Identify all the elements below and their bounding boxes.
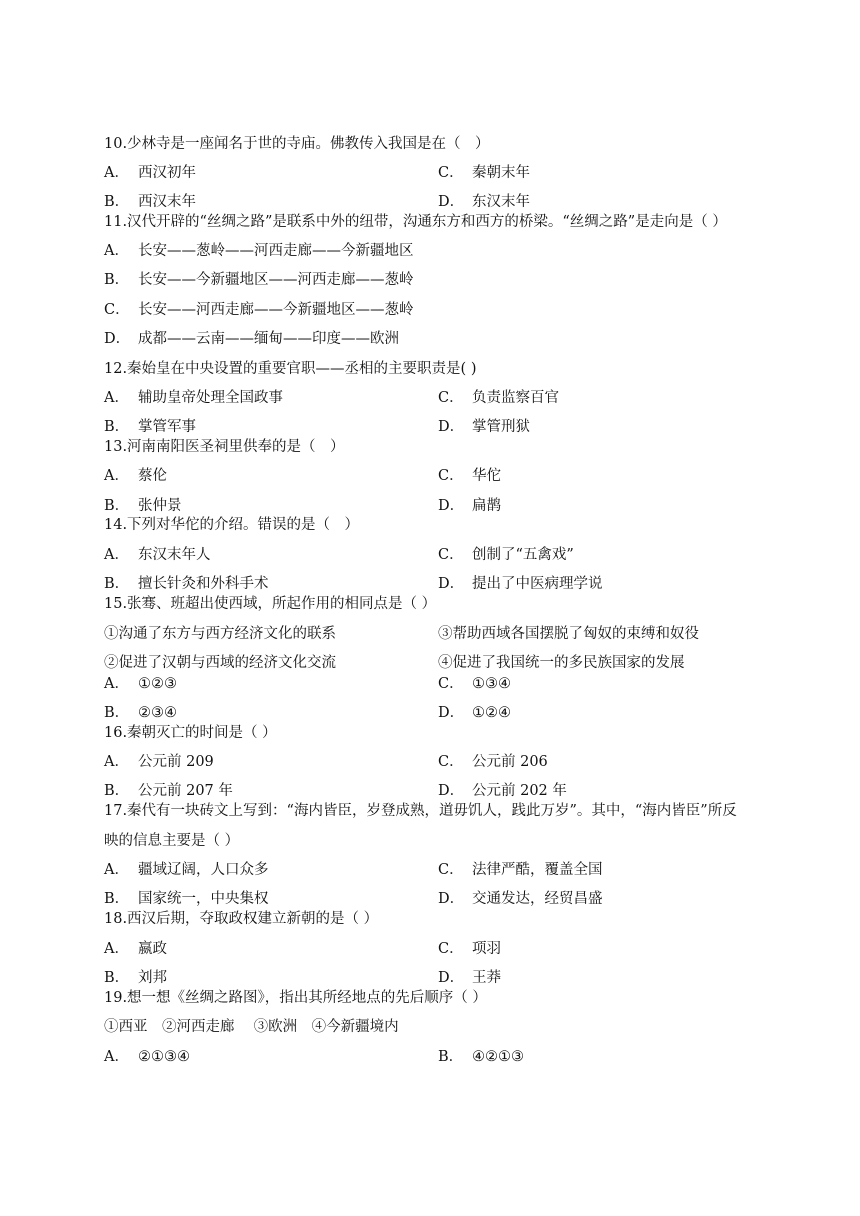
option-text: ④②①③ — [472, 1049, 524, 1065]
option-label: D． — [438, 705, 465, 721]
statement: ③帮助西域各国摆脱了匈奴的束缚和奴役 — [438, 626, 699, 642]
option-label: B． — [104, 783, 130, 799]
option — [438, 415, 530, 436]
option — [438, 572, 603, 593]
option-label: B． — [104, 970, 130, 986]
option — [438, 937, 501, 958]
option-label: D． — [438, 891, 465, 907]
option-text: 公元前 206 — [472, 754, 548, 770]
option-label: D． — [438, 970, 465, 986]
question-13-stem: 13.河南南阳医圣祠里供奉的是（ ） — [104, 439, 345, 455]
option — [104, 543, 211, 564]
option — [438, 543, 574, 564]
option — [438, 464, 501, 485]
option-label: C． — [438, 468, 464, 484]
option — [438, 386, 559, 407]
option-text: ①③④ — [472, 676, 511, 692]
question-16-stem: 16.秦朝灭亡的时间是（ ） — [104, 725, 277, 741]
option-text: 嬴政 — [138, 941, 167, 957]
option — [104, 672, 177, 693]
option-label: A． — [104, 165, 129, 181]
option-text: 交通发达，经贸昌盛 — [472, 891, 603, 907]
question-17-stem: 17.秦代有一块砖文上写到：“海内皆臣，岁登成熟，道毋饥人，践此万岁”。其中，“海内皆臣”所反 — [104, 803, 737, 819]
option-label: C． — [438, 547, 464, 563]
question-12-stem: 12.秦始皇在中央设置的重要官职——丞相的主要职责是( ) — [104, 361, 477, 377]
option-text: 疆域辽阔，人口众多 — [138, 862, 269, 878]
statement: ②促进了汉朝与西域的经济文化交流 — [104, 655, 336, 671]
option-text: 掌管军事 — [138, 419, 196, 435]
option — [104, 386, 283, 407]
option-label: A． — [104, 390, 129, 406]
option-text: 国家统一，中央集权 — [138, 891, 269, 907]
option-label: B． — [104, 194, 130, 210]
option — [104, 268, 414, 289]
option-text: 提出了中医病理学说 — [472, 576, 603, 592]
option-text: ①②③ — [138, 676, 177, 692]
option-text: 成都——云南——缅甸——印度——欧洲 — [138, 331, 399, 347]
option-text: 长安——今新疆地区——河西走廊——葱岭 — [138, 272, 414, 288]
option-text: 刘邦 — [138, 970, 167, 986]
option — [104, 701, 177, 722]
option — [438, 161, 530, 182]
option-label: C． — [438, 165, 464, 181]
option-text: 擅长针灸和外科手术 — [138, 576, 269, 592]
statement: ①西亚 ②河西走廊 ③欧洲 ④今新疆境内 — [104, 1019, 399, 1035]
option — [104, 750, 214, 771]
option-text: 创制了“五禽戏” — [472, 547, 574, 563]
option-text: ①②④ — [472, 705, 511, 721]
option-label: B． — [438, 1049, 464, 1065]
question-11-stem: 11.汉代开辟的“丝绸之路”是联系中外的纽带，沟通东方和西方的桥梁。“丝绸之路”是走向是（ ） — [104, 214, 727, 230]
question-17-stem-continued: 映的信息主要是（ ） — [104, 833, 240, 849]
option-label: D． — [438, 419, 465, 435]
option-text: ②③④ — [138, 705, 177, 721]
option — [438, 750, 548, 771]
option-label: B． — [104, 272, 130, 288]
option-text: 张仲景 — [138, 498, 182, 514]
option-label: D． — [438, 194, 465, 210]
option-label: B． — [104, 498, 130, 514]
option-label: C． — [438, 862, 464, 878]
option-label: A． — [104, 468, 129, 484]
option-text: 东汉末年人 — [138, 547, 211, 563]
option — [438, 858, 603, 879]
option-text: 王莽 — [472, 970, 501, 986]
option-text: 辅助皇帝处理全国政事 — [138, 390, 283, 406]
option-text: 公元前 209 — [138, 754, 214, 770]
option-label: A． — [104, 941, 129, 957]
option-text: 掌管刑狱 — [472, 419, 530, 435]
question-10-stem: 10.少林寺是一座闻名于世的寺庙。佛教传入我国是在（ ） — [104, 136, 490, 152]
option-label: C． — [438, 941, 464, 957]
option-label: B． — [104, 576, 130, 592]
option-label: C． — [438, 754, 464, 770]
option-text: 西汉初年 — [138, 165, 196, 181]
question-15-stem: 15.张骞、班超出使西域，所起作用的相同点是（ ） — [104, 596, 437, 612]
option — [104, 779, 233, 800]
option — [438, 887, 603, 908]
option-label: A． — [104, 862, 129, 878]
option-text: 西汉末年 — [138, 194, 196, 210]
option-label: C． — [438, 676, 464, 692]
option — [438, 966, 501, 987]
statement: ①沟通了东方与西方经济文化的联系 — [104, 626, 336, 642]
option — [438, 190, 530, 211]
option-label: A． — [104, 1049, 129, 1065]
option-label: B． — [104, 419, 130, 435]
option-label: A． — [104, 676, 129, 692]
option-label: A． — [104, 754, 129, 770]
option-label: A． — [104, 243, 129, 259]
option-label: D． — [104, 331, 131, 347]
option — [438, 1045, 524, 1066]
option — [438, 701, 511, 722]
option — [104, 298, 414, 319]
option — [104, 415, 196, 436]
option-label: C． — [104, 302, 130, 318]
option-text: 项羽 — [472, 941, 501, 957]
option-label: B． — [104, 705, 130, 721]
option-label: B． — [104, 891, 130, 907]
option-text: 公元前 207 年 — [138, 783, 233, 799]
option — [438, 779, 567, 800]
option — [104, 327, 399, 348]
option — [438, 672, 511, 693]
option — [104, 464, 167, 485]
option-text: 法律严酷，覆盖全国 — [472, 862, 603, 878]
question-19-stem: 19.想一想《丝绸之路图》，指出其所经地点的先后顺序（ ） — [104, 990, 487, 1006]
option-text: 长安——河西走廊——今新疆地区——葱岭 — [138, 302, 414, 318]
option-text: 秦朝末年 — [472, 165, 530, 181]
option — [104, 966, 167, 987]
question-18-stem: 18.西汉后期，夺取政权建立新朝的是（ ） — [104, 911, 379, 927]
option — [104, 858, 269, 879]
question-14-stem: 14.下列对华佗的介绍。错误的是（ ） — [104, 517, 360, 533]
option-label: D． — [438, 576, 465, 592]
option-text: ②①③④ — [138, 1049, 190, 1065]
option — [438, 494, 501, 515]
option — [104, 239, 414, 260]
option-text: 长安——葱岭——河西走廊——今新疆地区 — [138, 243, 414, 259]
option-text: 东汉末年 — [472, 194, 530, 210]
option — [104, 1045, 190, 1066]
option — [104, 937, 167, 958]
option — [104, 494, 182, 515]
option-text: 公元前 202 年 — [472, 783, 567, 799]
option — [104, 887, 269, 908]
option-text: 华佗 — [472, 468, 501, 484]
option-label: A． — [104, 547, 129, 563]
statement: ④促进了我国统一的多民族国家的发展 — [438, 655, 685, 671]
option — [104, 572, 269, 593]
option-text: 负责监察百官 — [472, 390, 559, 406]
option — [104, 190, 196, 211]
option-label: C． — [438, 390, 464, 406]
option-text: 扁鹊 — [472, 498, 501, 514]
option-text: 蔡伦 — [138, 468, 167, 484]
option — [104, 161, 196, 182]
option-label: D． — [438, 498, 465, 514]
option-label: D． — [438, 783, 465, 799]
